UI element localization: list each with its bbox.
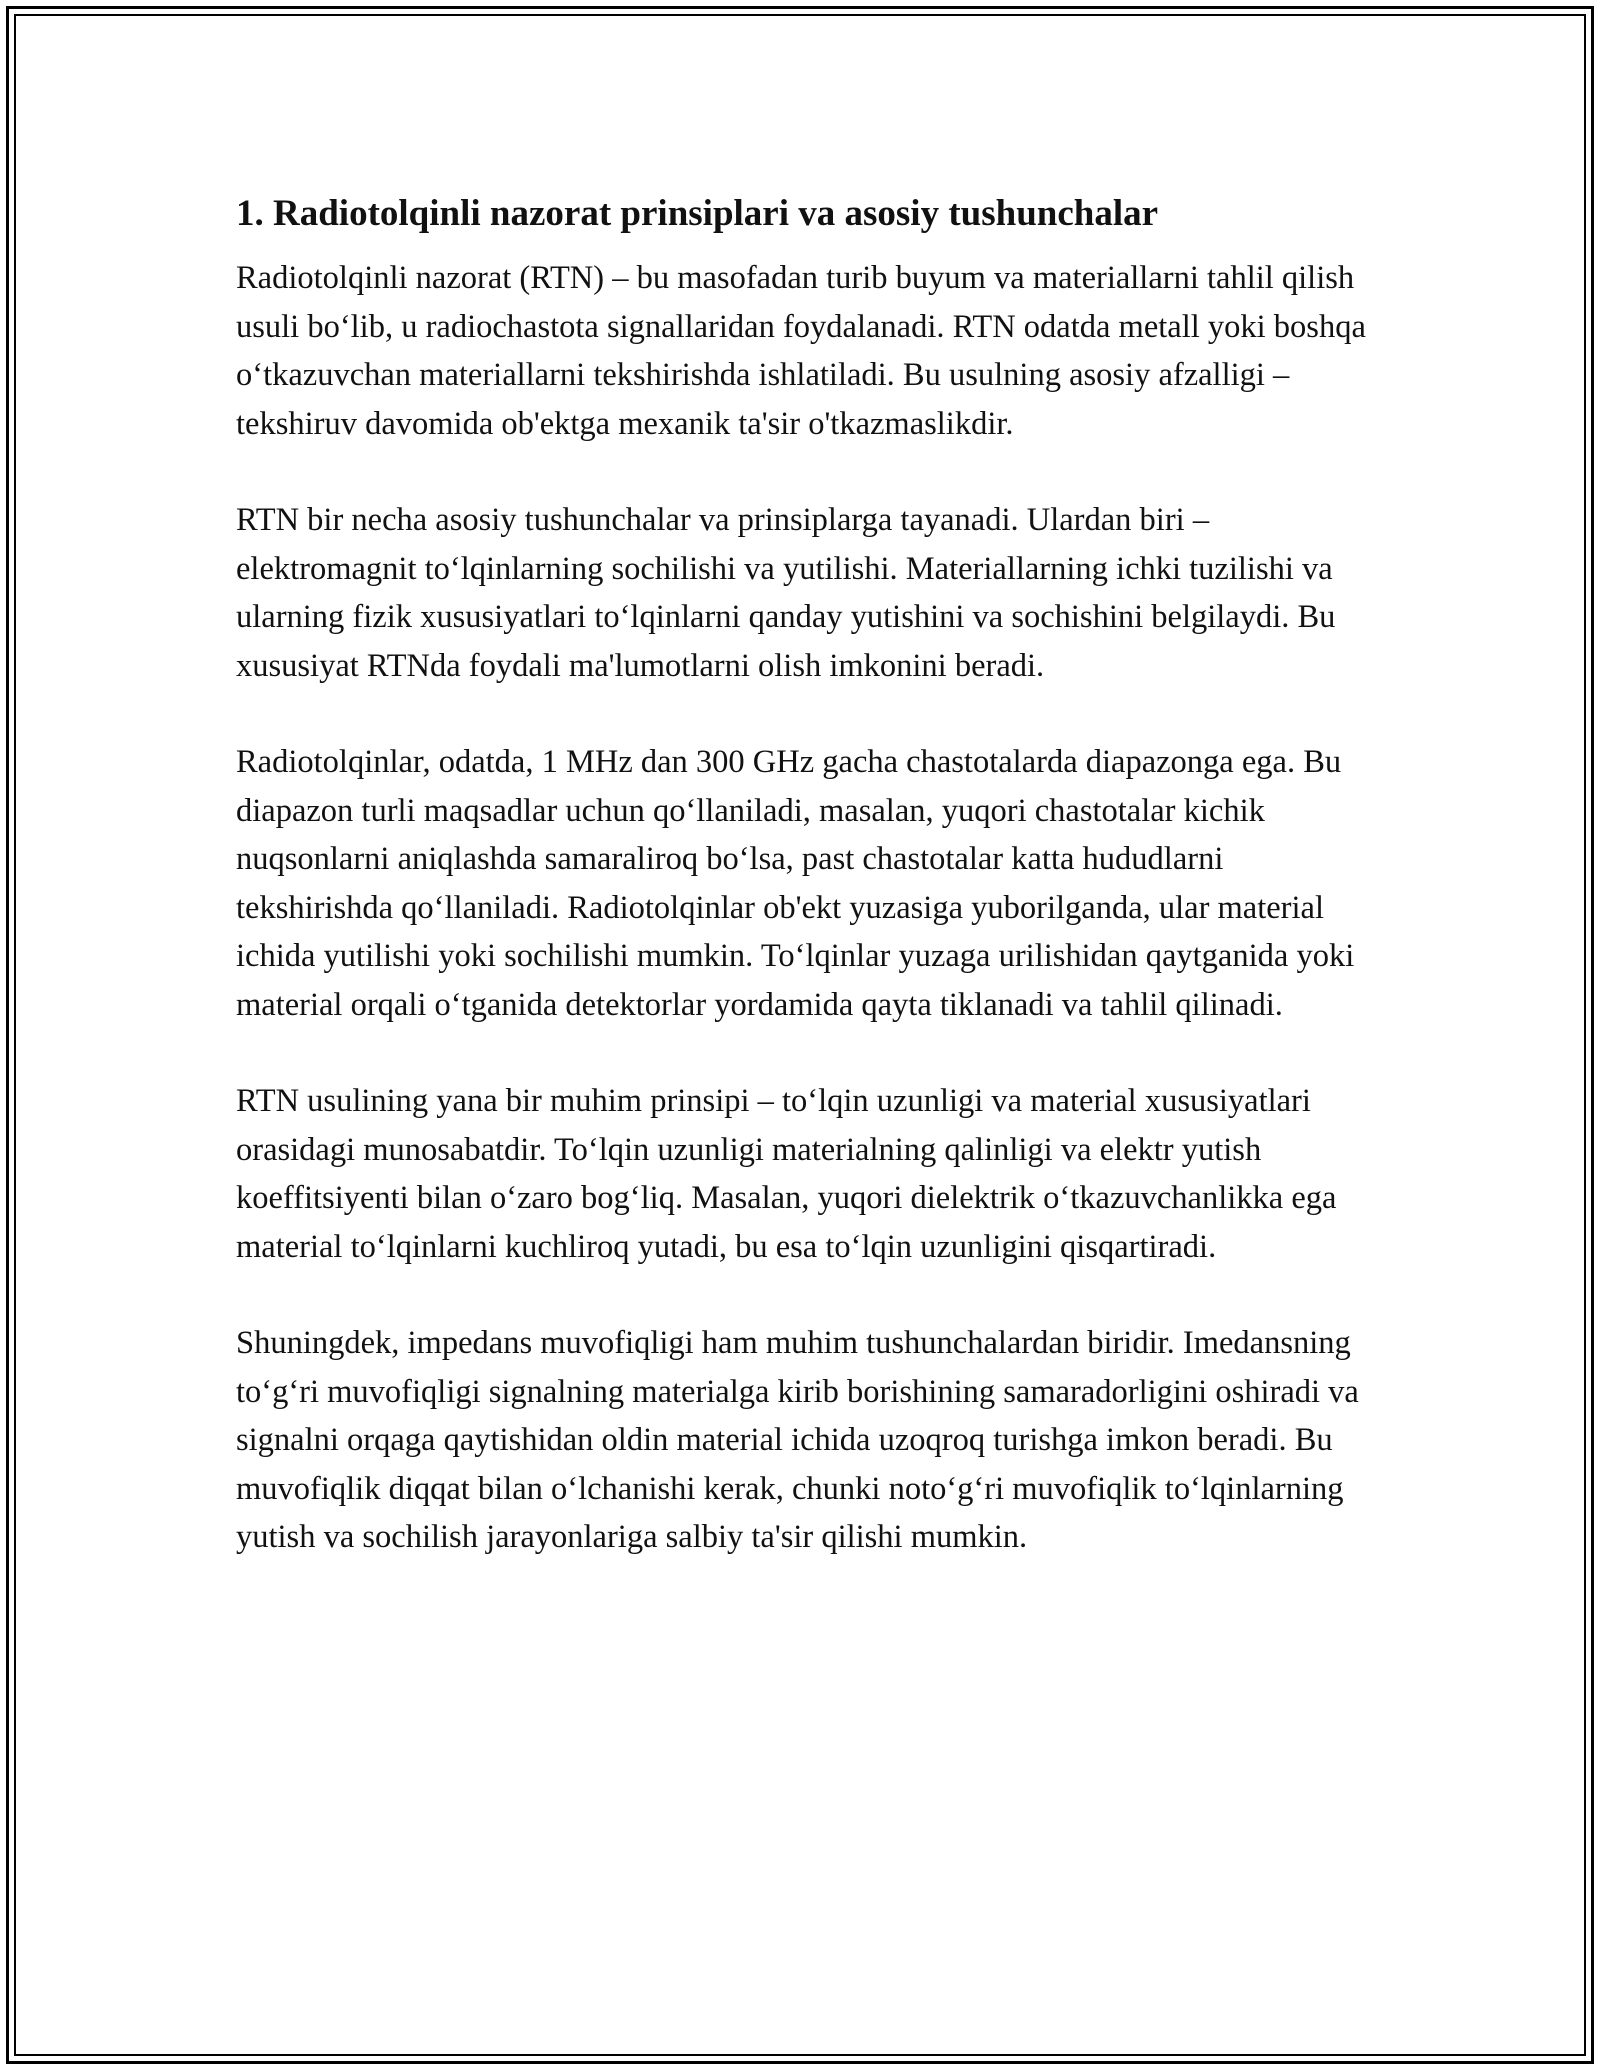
paragraph-2: RTN bir necha asosiy tushunchalar va prinsiplarga tayanadi. Ulardan biri – elektromagnit to‘lqinlarning sochilishi va yutilishi. Materiallarning ichki tuzilishi va ularning fizik xususiyatlari to‘lqinlarni qanday yutishini va sochishini belgilaydi. Bu xususiyat RTNda foydali ma'lumotlarni olish imkonini beradi. [236, 502, 1336, 684]
paragraph-5: Shuningdek, impedans muvofiqligi ham muhim tushunchalardan biridir. Imedansning to‘g‘ri muvofiqligi signalning materialga kirib borishining samaradorligini oshiradi va signalni orqaga qaytishidan oldin material ichida uzoqroq turishga imkon beradi. Bu muvofiqlik diqqat bilan o‘lchanishi kerak, chunki noto‘g‘ri muvofiqlik to‘lqinlarning yutish va sochilish jarayonlariga salbiy ta'sir qilishi mumkin. [236, 1325, 1359, 1555]
paragraph-4: RTN usulining yana bir muhim prinsipi – to‘lqin uzunligi va material xususiyatlari orasidagi munosabatdir. To‘lqin uzunligi materialning qalinligi va elektr yutish koeffitsiyenti bilan o‘zaro bog‘liq. Masalan, yuqori dielektrik o‘tkazuvchanlikka ega material to‘lqinlarni kuchliroq yutadi, bu esa to‘lqin uzunligini qisqartiradi. [236, 1083, 1337, 1265]
document-body [236, 186, 1376, 1562]
section-heading: 1. Radiotolqinli nazorat prinsiplari va asosiy tushunchalar [236, 193, 1159, 234]
paragraph-1: Radiotolqinli nazorat (RTN) – bu masofadan turib buyum va materiallarni tahlil qilish usuli bo‘lib, u radiochastota signallaridan foydalanadi. RTN odatda metall yoki boshqa o‘tkazuvchan materiallarni tekshirishda ishlatiladi. Bu usulning asosiy afzalligi – tekshiruv davomida ob'ektga mexanik ta'sir o'tkazmaslikdir. [236, 260, 1366, 442]
paragraph-3: Radiotolqinlar, odatda, 1 MHz dan 300 GHz gacha chastotalarda diapazonga ega. Bu diapazon turli maqsadlar uchun qo‘llaniladi, masalan, yuqori chastotalar kichik nuqsonlarni aniqlashda samaraliroq bo‘lsa, past chastotalar katta hududlarni tekshirishda qo‘llaniladi. Radiotolqinlar ob'ekt yuzasiga yuborilganda, ular material ichida yutilishi yoki sochilishi mumkin. To‘lqinlar yuzaga urilishidan qaytganida yoki material orqali o‘tganida detektorlar yordamida qayta tiklanadi va tahlil qilinadi. [236, 744, 1355, 1023]
